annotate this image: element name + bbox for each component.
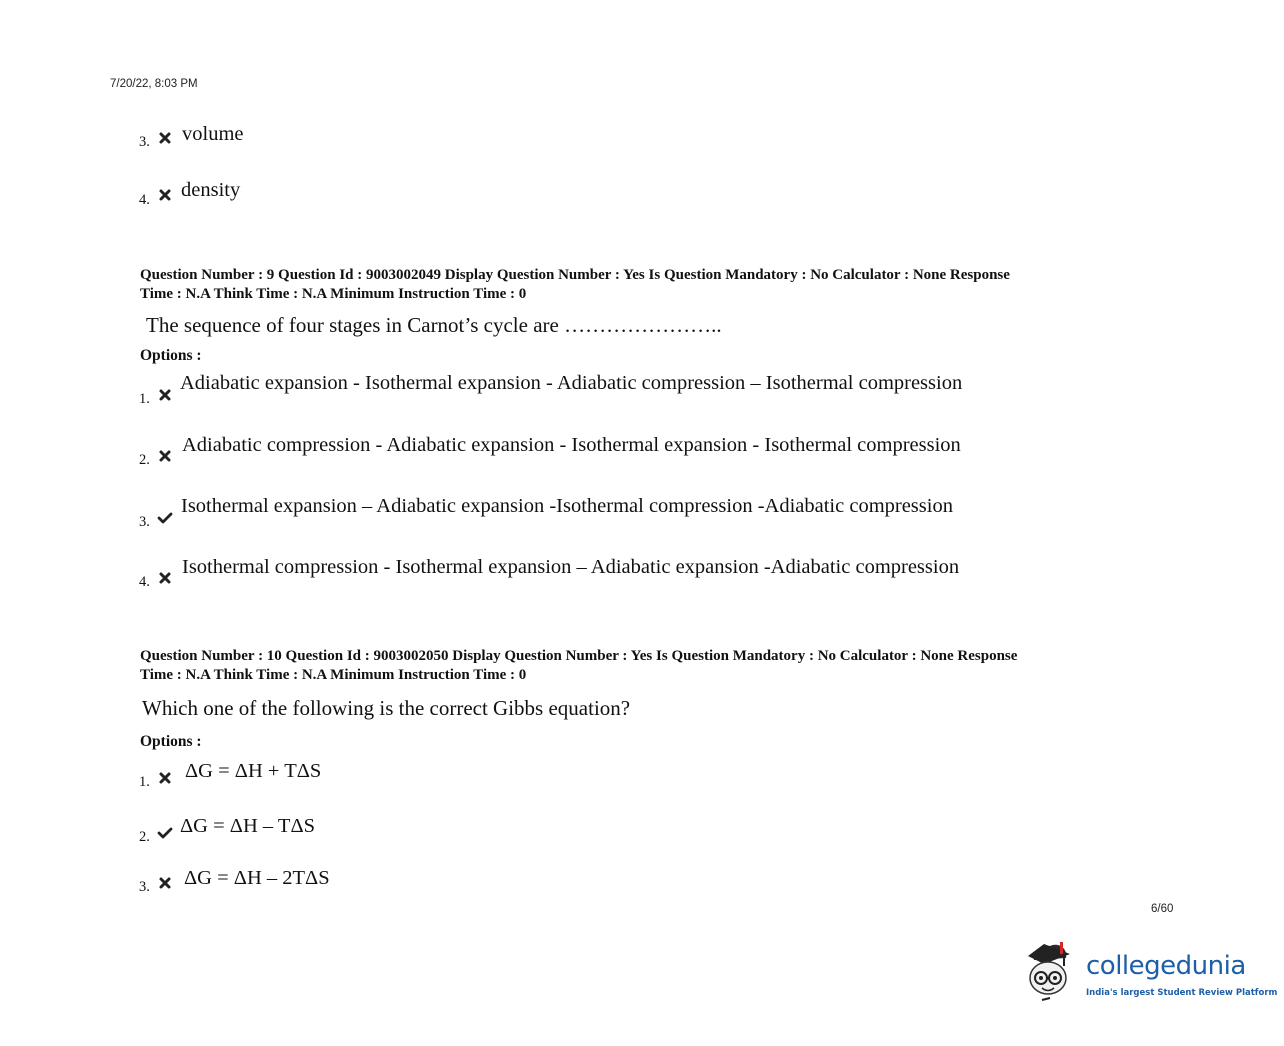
option-text: ΔG = ΔH – TΔS [180, 815, 316, 837]
option-number: 4. [139, 192, 150, 208]
collegedunia-mascot-icon [1024, 938, 1084, 1008]
option-text: density [181, 179, 241, 201]
question-10-text: Which one of the following is the correct Gibbs equation? [142, 696, 631, 720]
option-number: 3. [139, 134, 150, 150]
option-text: Isothermal expansion – Adiabatic expansion -Isothermal compression -Adiabatic compression [181, 495, 953, 517]
option-number: 3. [139, 514, 150, 530]
page-number: 6/60 [1151, 903, 1174, 915]
cross-icon [158, 571, 172, 585]
cross-icon [158, 388, 172, 402]
question-9-text: The sequence of four stages in Carnot’s cycle are ………………….. [146, 313, 722, 337]
options-label: Options : [140, 733, 202, 750]
cross-icon [158, 876, 172, 890]
print-timestamp: 7/20/22, 8:03 PM [110, 78, 198, 90]
option-text: volume [182, 123, 244, 145]
option-text: Isothermal compression - Isothermal expansion – Adiabatic expansion -Adiabatic compression [182, 556, 960, 578]
option-text: Adiabatic expansion - Isothermal expansion - Adiabatic compression – Isothermal compression [180, 372, 963, 394]
collegedunia-logo-text: collegedunia [1086, 951, 1246, 981]
question-10-meta [140, 647, 1180, 685]
question-meta-line: Question Number : 9 Question Id : 9003002049 Display Question Number : Yes Is Question Mandatory : No Calculator : None Response [140, 267, 1010, 283]
checkmark-icon [157, 826, 173, 840]
cross-icon [158, 771, 172, 785]
option-number: 1. [139, 774, 150, 790]
question-9-meta [140, 266, 1180, 304]
option-number: 4. [139, 574, 150, 590]
options-label: Options : [140, 347, 202, 364]
option-number: 2. [139, 452, 150, 468]
question-meta-line: Time : N.A Think Time : N.A Minimum Instruction Time : 0 [140, 286, 527, 302]
collegedunia-tagline: India's largest Student Review Platform [1086, 988, 1278, 998]
cross-icon [158, 449, 172, 463]
option-text: ΔG = ΔH – 2TΔS [184, 867, 330, 889]
option-number: 1. [139, 391, 150, 407]
option-text: ΔG = ΔH + TΔS [185, 760, 322, 782]
option-text: Adiabatic compression - Adiabatic expansion - Isothermal expansion - Isothermal compression [182, 434, 961, 456]
option-number: 2. [139, 829, 150, 845]
option-number: 3. [139, 879, 150, 895]
cross-icon [158, 131, 172, 145]
question-meta-line: Question Number : 10 Question Id : 9003002050 Display Question Number : Yes Is Question Mandatory : No Calculator : None Response [140, 648, 1018, 664]
question-meta-line: Time : N.A Think Time : N.A Minimum Instruction Time : 0 [140, 667, 527, 683]
checkmark-icon [157, 511, 173, 525]
cross-icon [158, 188, 172, 202]
